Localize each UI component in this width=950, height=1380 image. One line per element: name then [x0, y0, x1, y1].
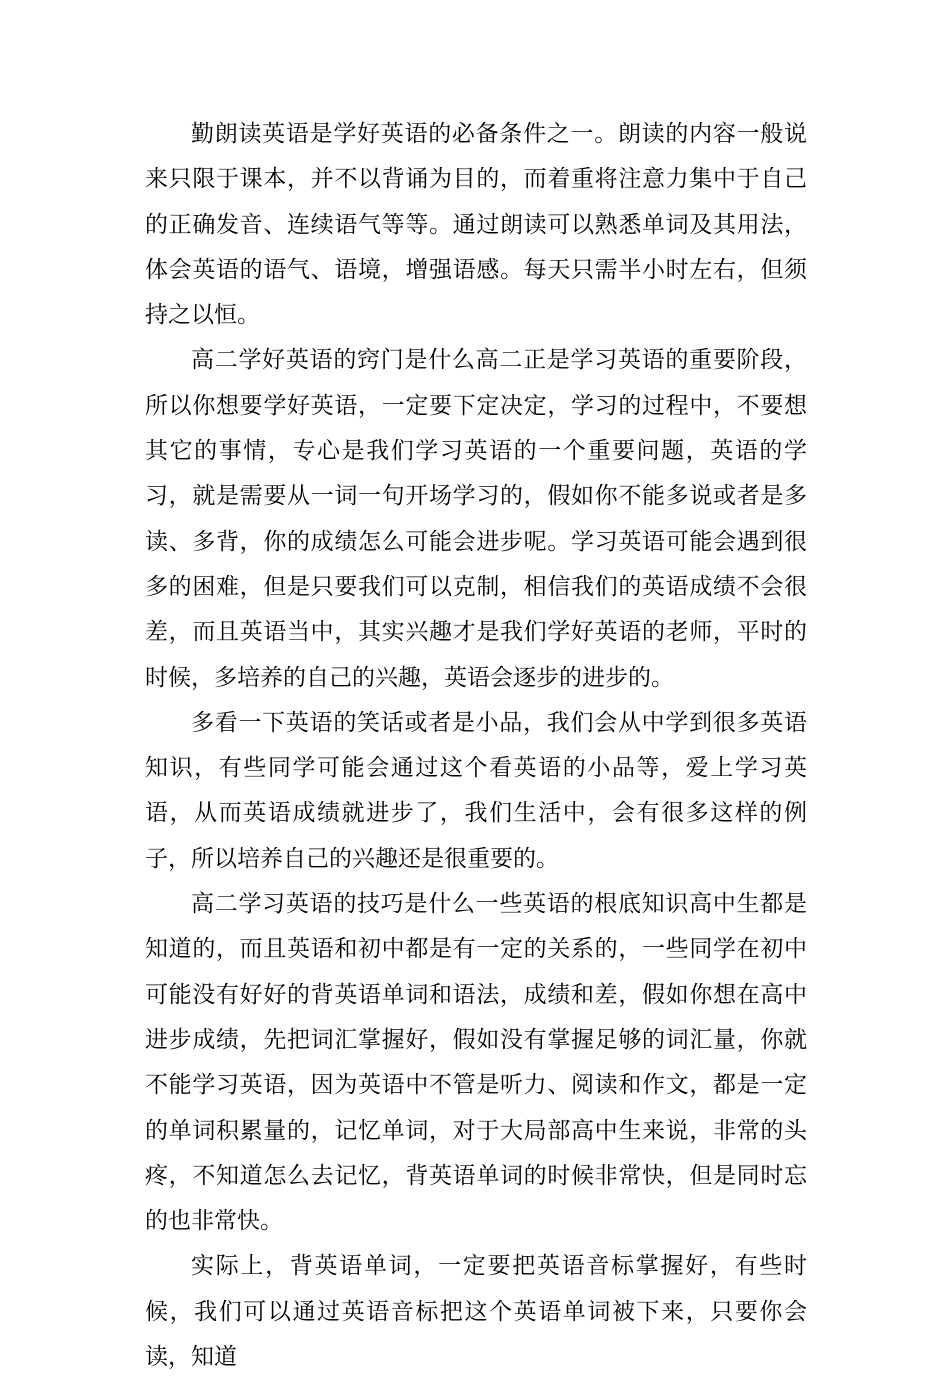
- paragraph-4: 高二学习英语的技巧是什么一些英语的根底知识高中生都是知道的，而且英语和初中都是有一定的关系的，一些同学在初中可能没有好好的背英语单词和语法，成绩和差，假如你想在高中进步成绩，先把词汇掌握好，假如没有掌握足够的词汇量，你就不能学习英语，因为英语中不管是听力、阅读和作文，都是一定的单词积累量的，记忆单词，对于大局部高中生来说，非常的头疼，不知道怎么去记忆，背英语单词的时候非常快，但是同时忘的也非常快。: [145, 891, 807, 1235]
- document-body: [145, 112, 807, 1380]
- paragraph-5: 实际上，背英语单词，一定要把英语音标掌握好，有些时候，我们可以通过英语音标把这个英语单词被下来，只要你会读，知道: [145, 1253, 807, 1371]
- paragraph-1: 勤朗读英语是学好英语的必备条件之一。朗读的内容一般说来只限于课本，并不以背诵为目的，而着重将注意力集中于自己的正确发音、连续语气等等。通过朗读可以熟悉单词及其用法，体会英语的语气、语境，增强语感。每天只需半小时左右，但须持之以恒。: [145, 121, 807, 329]
- paragraph-3: 多看一下英语的笑话或者是小品，我们会从中学到很多英语知识，有些同学可能会通过这个看英语的小品等，爱上学习英语，从而英语成绩就进步了，我们生活中，会有很多这样的例子，所以培养自己的兴趣还是很重要的。: [145, 709, 807, 872]
- paragraph-2: 高二学好英语的窍门是什么高二正是学习英语的重要阶段，所以你想要学好英语，一定要下定决定，学习的过程中，不要想其它的事情，专心是我们学习英语的一个重要问题，英语的学习，就是需要从一词一句开场学习的，假如你不能多说或者是多读、多背，你的成绩怎么可能会进步呢。学习英语可能会遇到很多的困难，但是只要我们可以克制，相信我们的英语成绩不会很差，而且英语当中，其实兴趣才是我们学好英语的老师，平时的时候，多培养的自己的兴趣，英语会逐步的进步的。: [145, 347, 807, 691]
